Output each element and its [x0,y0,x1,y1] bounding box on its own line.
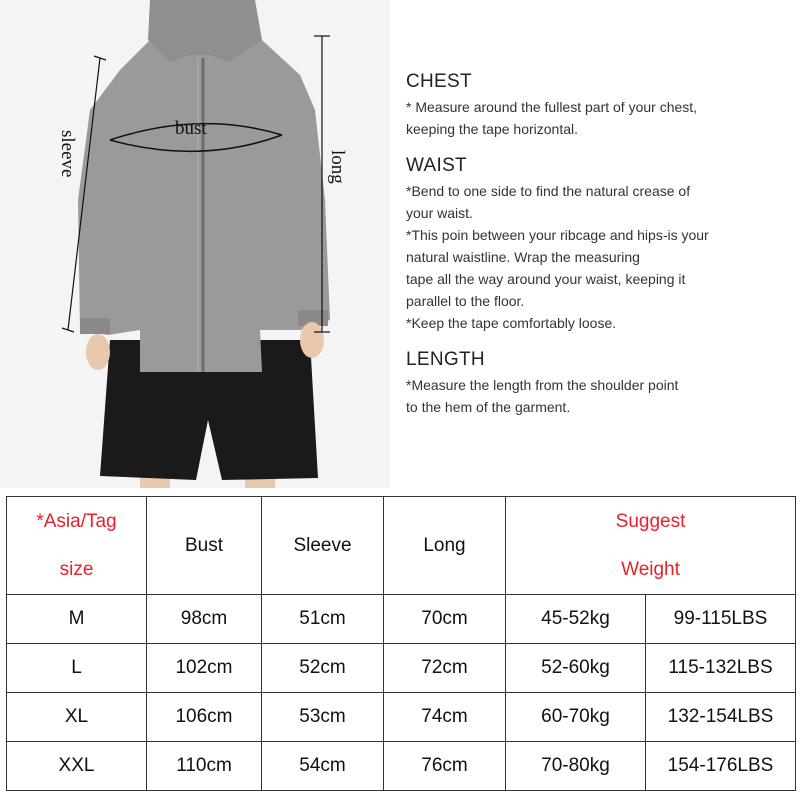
header-weight [506,497,796,595]
table-row [7,644,796,693]
header-bust: Bust [147,497,262,595]
cell-sleeve: 52cm [262,644,384,693]
chest-line: * Measure around the fullest part of your chest, [406,99,698,115]
hoodie-model-illustration [0,0,390,488]
header-weight-line1: Suggest [615,510,686,532]
cell-size: L [7,644,147,693]
cell-weight-lbs: 99-115LBS [646,595,796,644]
waist-line: *This poin between your ribcage and hips-is your [406,227,709,243]
header-sleeve: Sleeve [262,497,384,595]
size-chart-table [6,496,796,791]
product-photo [0,0,390,488]
cell-long: 74cm [384,693,506,742]
sleeve-label: sleeve [57,130,78,178]
header-size [7,497,147,595]
bust-label: bust [175,118,207,139]
table-row [7,595,796,644]
cell-bust: 106cm [147,693,262,742]
chest-section [406,70,796,140]
cell-weight-kg: 52-60kg [506,644,646,693]
table-row [7,742,796,791]
header-size-line2: size [59,558,94,580]
length-line: *Measure the length from the shoulder point [406,377,679,393]
waist-line: *Keep the tape comfortably loose. [406,315,617,331]
header-weight-line2: Weight [621,558,680,580]
waist-line: natural waistline. Wrap the measuring [406,249,640,265]
chest-title: CHEST [406,71,472,92]
cell-weight-kg: 60-70kg [506,693,646,742]
header-long: Long [384,497,506,595]
table-row [7,693,796,742]
cell-bust: 98cm [147,595,262,644]
waist-line: *Bend to one side to find the natural crease of [406,183,691,199]
cell-size: XXL [7,742,147,791]
cell-bust: 110cm [147,742,262,791]
cell-weight-kg: 45-52kg [506,595,646,644]
cell-weight-lbs: 132-154LBS [646,693,796,742]
waist-line: tape all the way around your waist, keeping it [406,271,686,287]
cell-long: 72cm [384,644,506,693]
cell-sleeve: 51cm [262,595,384,644]
cell-bust: 102cm [147,644,262,693]
cell-sleeve: 54cm [262,742,384,791]
cell-size: M [7,595,147,644]
cell-weight-kg: 70-80kg [506,742,646,791]
chest-line: keeping the tape horizontal. [406,121,579,137]
waist-line: your waist. [406,205,473,221]
cell-long: 76cm [384,742,506,791]
length-line: to the hem of the garment. [406,399,571,415]
cell-long: 70cm [384,595,506,644]
waist-section [406,154,796,334]
cell-weight-lbs: 154-176LBS [646,742,796,791]
table-header-row [7,497,796,595]
header-size-line1: *Asia/Tag [36,510,117,532]
long-label: long [327,150,348,184]
cell-weight-lbs: 115-132LBS [646,644,796,693]
cell-sleeve: 53cm [262,693,384,742]
waist-title: WAIST [406,155,467,176]
length-title: LENGTH [406,349,485,370]
length-section [406,348,796,418]
waist-line: parallel to the floor. [406,293,525,309]
cell-size: XL [7,693,147,742]
measurement-instructions [406,70,796,432]
